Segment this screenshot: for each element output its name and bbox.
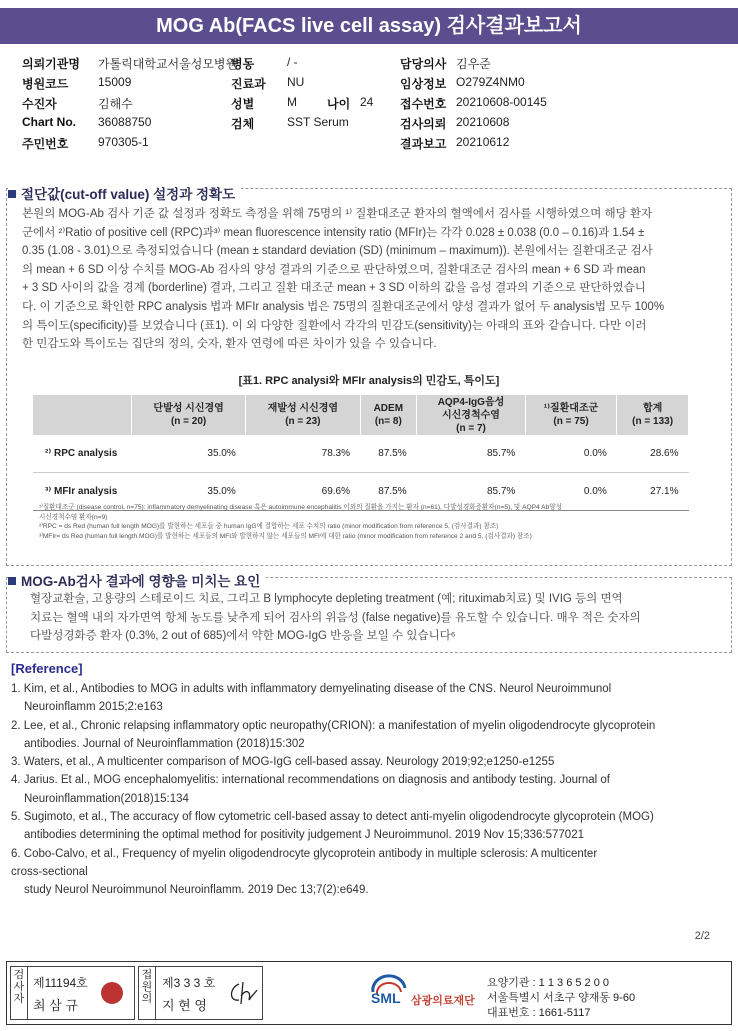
examiner-vertical-label: 검 사 자 [13, 969, 25, 1005]
para-line: 다. 이 기준으로 확인한 RPC analysis 법과 MFIr analysis 법은 75명의 질환대조군에서 양성 결과가 없어 두 analysis법 모두 100% [22, 300, 665, 313]
id-value: 970305-1 [98, 135, 149, 149]
col-header: AQP4-IgG음성 시신경척수염 (n = 7) [417, 395, 526, 435]
square-bullet-icon [8, 577, 16, 585]
org-name: 삼광의료재단 [411, 995, 475, 1007]
para-line: 군에서 ²⁾Ratio of positive cell (RPC)과³⁾ mean fluorescence intensity ratio (MFIr)는 각각 0.028 ± 0.038 (0.0 – 0.16)과 1.54 ± [22, 226, 645, 239]
age-label: 나이 [327, 97, 351, 111]
hospital-code-label: 병원코드 [22, 77, 69, 91]
doctor-value: 김우준 [456, 57, 491, 71]
table-cell: 0.0% [525, 435, 616, 473]
examinee-label: 수진자 [22, 97, 57, 111]
specimen-value: SST Serum [287, 115, 349, 129]
signature-icon [225, 978, 259, 1008]
clinical-value: O279Z4NM0 [456, 75, 525, 89]
page-number: 2/2 [694, 930, 710, 942]
table-cell: 85.7% [417, 473, 526, 511]
table-cell: 35.0% [132, 435, 246, 473]
physician-name: 지 현 영 [162, 998, 207, 1013]
reference-item: 3. Waters, et al., A multicenter comparison of MOG-IgG cell-based assay. Neurology 2019;92;e1250-e1255 [11, 756, 555, 769]
age-value: 24 [360, 95, 374, 109]
table-cell: 0.0% [525, 473, 616, 511]
physician-license: 제3 3 3 호 [162, 976, 216, 990]
chart-value: 36088750 [98, 115, 152, 129]
examiner-license: 제11194호 [33, 976, 88, 990]
request-label: 검사의뢰 [400, 117, 447, 131]
org-phone: 대표번호 : 1661-5117 [487, 1007, 591, 1019]
footnote: ²⁾RPC = ds Red (human full length MOG)를 발현하는 세포들 중 human IgG에 결합하는 세포 수치의 ratio (minor modification from reference 5, (검사결과) 참조) [39, 523, 499, 531]
dept-value: NU [287, 75, 305, 89]
col-header: 합계 (n = 133) [617, 395, 689, 435]
table-cell: 35.0% [132, 473, 246, 511]
section1-heading [8, 183, 241, 203]
reference-item: 2. Lee, et al., Chronic relapsing inflammatory optic neuropathy(CRION): a manifestation of myelin oligodendrocyte glycoprotein antibodies. Journal of Neuroinflammation (2018)15:302 [11, 719, 656, 750]
table-footnotes [39, 503, 689, 541]
receipt-value: 20210608-00145 [456, 95, 547, 109]
table-cell: 28.6% [617, 435, 689, 473]
section2-body [30, 590, 720, 646]
section1-body [22, 205, 712, 354]
section1-heading-text: 절단값(cut-off value) 설정과 정확도 [21, 187, 236, 202]
row-label: ²⁾ RPC analysis [33, 435, 132, 473]
table-row [33, 435, 689, 473]
para-line: 한 민감도와 특이도는 집단의 정의, 숫자, 환자 연령에 따른 차이가 있을 수 있습니다. [22, 338, 437, 351]
institution-label: 의뢰기관명 [22, 57, 80, 71]
footer [6, 961, 732, 1025]
para-line: 혈장교환술, 고용량의 스테로이드 치료, 그리고 B lymphocyte depleting treatment (예; rituximab치료) 및 IVIG 등의 면역 [30, 593, 623, 605]
col-header: 재발성 시신경염 (n = 23) [246, 395, 360, 435]
table-cell: 69.6% [246, 473, 360, 511]
reference-item: 4. Jarius. Et al., MOG encephalomyelitis: international recommendations on diagnosis and antibody testing. Journal of Neuroinflammation(2018)15:134 [11, 774, 610, 805]
id-label: 주민번호 [22, 137, 69, 151]
footnote: 시신경척수염 환자(n=9) [39, 513, 108, 521]
org-address: 서울특별시 서초구 양재동 9-60 [487, 992, 636, 1004]
logo-text: SML [371, 990, 401, 1006]
sensitivity-table [33, 395, 689, 511]
para-line: 다발성경화증 환자 (0.3%, 2 out of 685)에서 약한 MOG-IgG 반응을 보일 수 있습니다⁶ [30, 630, 456, 643]
table-header-row [33, 395, 689, 435]
para-line: 의 mean + 6 SD 이상 수치를 MOG-Ab 검사의 양성 결과의 기준으로 판단하였으며, 질환대조군 검사의 mean + 6 SD 과 mean [22, 263, 646, 276]
para-line: 의 특이도(specificity)를 보였습니다 (표1). 이 외 다양한 질환에서 각각의 민감도(sensitivity)는 아래의 표와 같습니다. 다만 이러 [22, 319, 647, 332]
table-cell: 87.5% [360, 473, 417, 511]
col-header: ADEM (n= 8) [360, 395, 417, 435]
col-header: ¹⁾질환대조군 (n = 75) [525, 395, 616, 435]
report-date-label: 결과보고 [400, 137, 447, 151]
hospital-code-value: 15009 [98, 75, 132, 89]
row-label: ³⁾ MFIr analysis [33, 473, 132, 511]
examiner-name: 최 삼 규 [33, 998, 78, 1013]
table-cell: 78.3% [246, 435, 360, 473]
receipt-label: 접수번호 [400, 97, 447, 111]
table-title: [표1. RPC analysi와 MFIr analysis의 민감도, 특이도] [238, 375, 500, 387]
table-corner [33, 395, 132, 435]
report-title: MOG Ab(FACS live cell assay) 검사결과보고서 [0, 8, 738, 44]
footnote: ¹⁾질환대조군 (disease control, n=75): inflammatory demyelinating disease 혹은 autoimmune encephalitis 이외의 질환을 가지는 환자 (n=61), 다발성경화증환자(n=5), 및 AQP4 Ab양성 [39, 504, 562, 511]
para-line: + 3 SD 사이의 값을 경계 (borderline) 결과, 그리고 질환 대조군 mean + 3 SD 이하의 값을 음성 결과의 기준으로 판단하였습니 [22, 282, 646, 295]
report-date-value: 20210612 [456, 135, 510, 149]
para-line: 치료는 혈액 내의 자가면역 항체 농도를 낮추게 되어 검사의 위음성 (false negative)를 유도할 수 있습니다. 매우 적은 숫자의 [30, 611, 641, 624]
col-header: 단발성 시신경염 (n = 20) [132, 395, 246, 435]
para-line: 본원의 MOG-Ab 검사 기준 값 설정과 정확도 측정을 위해 75명의 ¹⁾ 질환대조군 환자의 혈액에서 검사를 시행하였으며 해당 환자 [22, 208, 653, 220]
reference-item: 5. Sugimoto, et al., The accuracy of flow cytometric cell-based assay to detect anti-myelin oligodendrocyte glycoprotein (MOG) antibodies determining the optimal method for positivity judgement J Neuroimmunol. 2019 Nov 15;336:577021 [11, 811, 654, 842]
chart-label: Chart No. [22, 115, 76, 129]
clinical-label: 임상정보 [400, 77, 447, 91]
seal-stamp-icon [101, 982, 123, 1004]
request-value: 20210608 [456, 115, 510, 129]
footnote: ³⁾MFIr= ds Red (human full length MOG)를 발현하는 세포들의 MFI와 발현하지 않는 세포들의 MFI에 대한 ratio (minor modification from reference 2 and 5, (검사결과) 참조) [39, 532, 532, 540]
section2-heading [8, 570, 266, 590]
institution-value: 가톨릭대학교서울성모병원 [98, 57, 238, 71]
para-line: 0.35 (1.08 - 3.01)으로 측정되었습니다 (mean ± standard deviation (SD) (minimum – maximum)). 본원에서는 질환대조군 검사 [22, 245, 653, 258]
patient-info [22, 55, 722, 155]
ward-value: / - [287, 55, 298, 69]
section2-heading-text: MOG-Ab검사 결과에 영향을 미치는 요인 [21, 574, 261, 589]
sex-value: M [287, 95, 297, 109]
examinee-value: 김해수 [98, 97, 133, 111]
physician-vertical-label: 접 원 의 [141, 969, 153, 1005]
doctor-label: 담당의사 [400, 57, 447, 71]
ward-label: 병동 [231, 57, 255, 71]
reference-item: 1. Kim, et al., Antibodies to MOG in adults with inflammatory demyelinating disease of the CNS. Neurol Neuroimmunol Neuroinflamm 2015;2:e163 [11, 683, 612, 714]
reference-heading: [Reference] [11, 661, 83, 676]
sex-label: 성별 [231, 97, 255, 111]
reference-item: 6. Cobo-Calvo, et al., Frequency of myelin oligodendrocyte glycoprotein antibody in multiple sclerosis: A multicenter cross-sectional study Neurol Neuroimmunol Neuroinflamm. 2019 Dec 13;7(2):e649. [11, 847, 598, 897]
table-cell: 85.7% [417, 435, 526, 473]
reference-list [11, 680, 716, 900]
specimen-label: 검체 [231, 117, 255, 131]
institution-code: 요양기관 : 1 1 3 6 5 2 0 0 [487, 977, 610, 989]
dept-label: 진료과 [231, 77, 266, 91]
table-cell: 87.5% [360, 435, 417, 473]
table-cell: 27.1% [617, 473, 689, 511]
square-bullet-icon [8, 190, 16, 198]
